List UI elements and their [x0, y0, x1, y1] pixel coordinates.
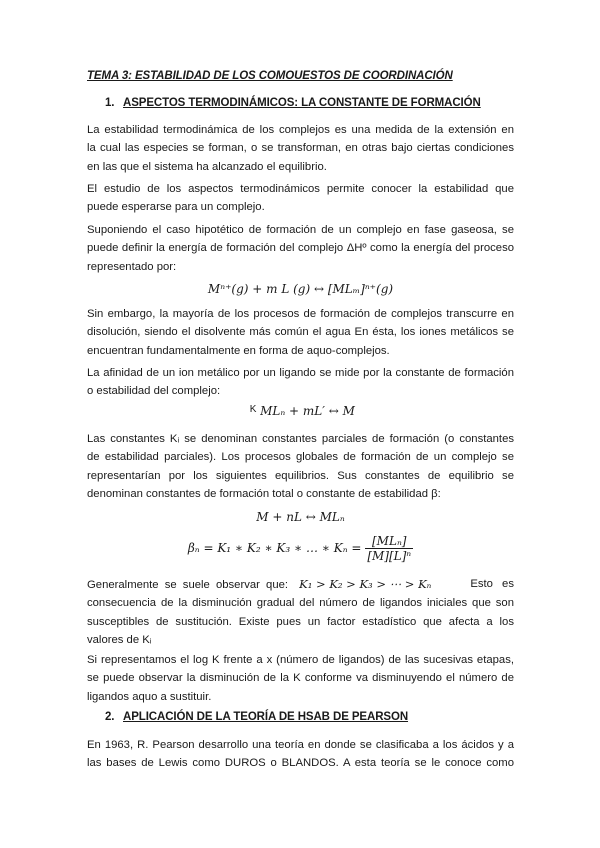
p1-line: la cual las especies se forman, o se transforman, en otras bajo ciertas condiciones	[87, 142, 514, 155]
beta-fraction	[365, 534, 413, 563]
p4-line: Sin embargo, la mayoría de los procesos de formación de complejos transcurre en	[87, 308, 514, 320]
paragraph-3	[87, 221, 514, 276]
equation-beta	[87, 534, 514, 563]
p1-line: en las que el sistema ha alcanzado el equilibrio.	[87, 160, 327, 173]
section-2-number: 2.	[105, 711, 115, 723]
paragraph-7	[87, 575, 514, 650]
section-1-title: ASPECTOS TERMODINÁMICOS: LA CONSTANTE DE FORMACIÓN	[123, 97, 481, 109]
p8-line: se puede observar la disminución de la K conforme va disminuyendo el número de	[87, 672, 514, 685]
p7-tail: Esto es	[470, 578, 514, 590]
section-1-number: 1.	[105, 97, 115, 109]
p2-line: El estudio de los aspectos termodinámicos permite conocer la estabilidad que	[87, 183, 514, 195]
paragraph-4	[87, 305, 514, 360]
p2-line: puede esperarse para un complejo.	[87, 201, 265, 214]
equation-stepwise	[87, 404, 514, 418]
section-2-title: APLICACIÓN DE LA TEORÍA DE HSAB DE PEARSON	[123, 711, 409, 723]
p8-line: Si representamos el log K frente a x (número de ligandos) de las sucesivas etapas,	[87, 654, 514, 666]
p5-line: o estabilidad del complejo:	[87, 385, 221, 398]
p5-line: La afinidad de un ion metálico por un ligando se mide por la constante de formación	[87, 367, 514, 379]
p1-line: La estabilidad termodinámica de los complejos es una medida de la extensión en	[87, 124, 514, 136]
paragraph-9	[87, 736, 514, 773]
equation-global: M + nL ↔ MLₙ	[256, 510, 345, 524]
p4-line: encuentran fundamentalmente en forma de aquo-complejos.	[87, 344, 390, 357]
p6-line: de estabilidad parciales). Los procesos globales de formación de un complejo se	[87, 451, 514, 464]
equation-beta-text: βₙ = K₁ ∗ K₂ ∗ K₃ ∗ … ∗ Kₙ =	[187, 541, 362, 555]
paragraph-8	[87, 651, 514, 706]
p7-line: consecuencia de la disminución gradual del número de ligandos iniciales que son	[87, 597, 514, 610]
section-1-heading	[105, 97, 481, 109]
equation-formation-gas: Mⁿ⁺(g) + m L (g) ↔ [MLₘ]ⁿ⁺(g)	[207, 282, 394, 296]
p3-line: Suponiendo el caso hipotético de formación de un complejo en fase gaseosa, se	[87, 224, 514, 236]
p4-line: disolución, siendo el disolvente más común el agua En ésta, los iones metálicos se	[87, 326, 514, 339]
p3-line: puede definir la energía de formación del complejo ΔHº como la energía del proceso	[87, 242, 514, 255]
p9-line: las bases de Lewis como DUROS o BLANDOS. A esta teoría se le conoce como	[87, 757, 514, 770]
p6-line: denominan constantes de formación total o constante de estabilidad β:	[87, 488, 441, 501]
beta-denominator: [M][L]ⁿ	[367, 549, 412, 563]
p7-line: susceptibles de sustitución. Existe pues un factor estadístico que afecta a los	[87, 615, 514, 628]
p8-line: ligandos aquo a sustituir.	[87, 690, 212, 703]
p3-line: representado por:	[87, 260, 177, 273]
inequality-chain: K₁ > K₂ > K₃ > ⋯ > Kₙ	[299, 577, 432, 591]
p6-line: representarían por los siguientes equilibrios. Sus constantes de equilibrio se	[87, 469, 514, 482]
paragraph-5	[87, 364, 514, 401]
paragraph-6	[87, 430, 514, 504]
p7-line: valores de Kᵢ	[87, 634, 152, 647]
section-2-heading	[105, 711, 408, 723]
equation-stepwise-text: MLₙ + mL′ ↔ M	[260, 404, 355, 418]
paragraph-2	[87, 180, 514, 217]
p6-line: Las constantes Kᵢ se denominan constantes parciales de formación (o constantes	[87, 433, 514, 445]
p9-line: En 1963, R. Pearson desarrollo una teoría en donde se clasificaba a los ácidos y a	[87, 739, 514, 751]
k-over-arrow: K	[249, 404, 257, 415]
document-title: TEMA 3: ESTABILIDAD DE LOS COMOUESTOS DE COORDINACIÓN	[87, 70, 453, 82]
p7-lead: Generalmente se suele observar que:	[87, 579, 289, 591]
beta-numerator: [MLₙ]	[365, 534, 413, 549]
paragraph-1	[87, 121, 514, 176]
p7-first-line	[87, 575, 514, 594]
